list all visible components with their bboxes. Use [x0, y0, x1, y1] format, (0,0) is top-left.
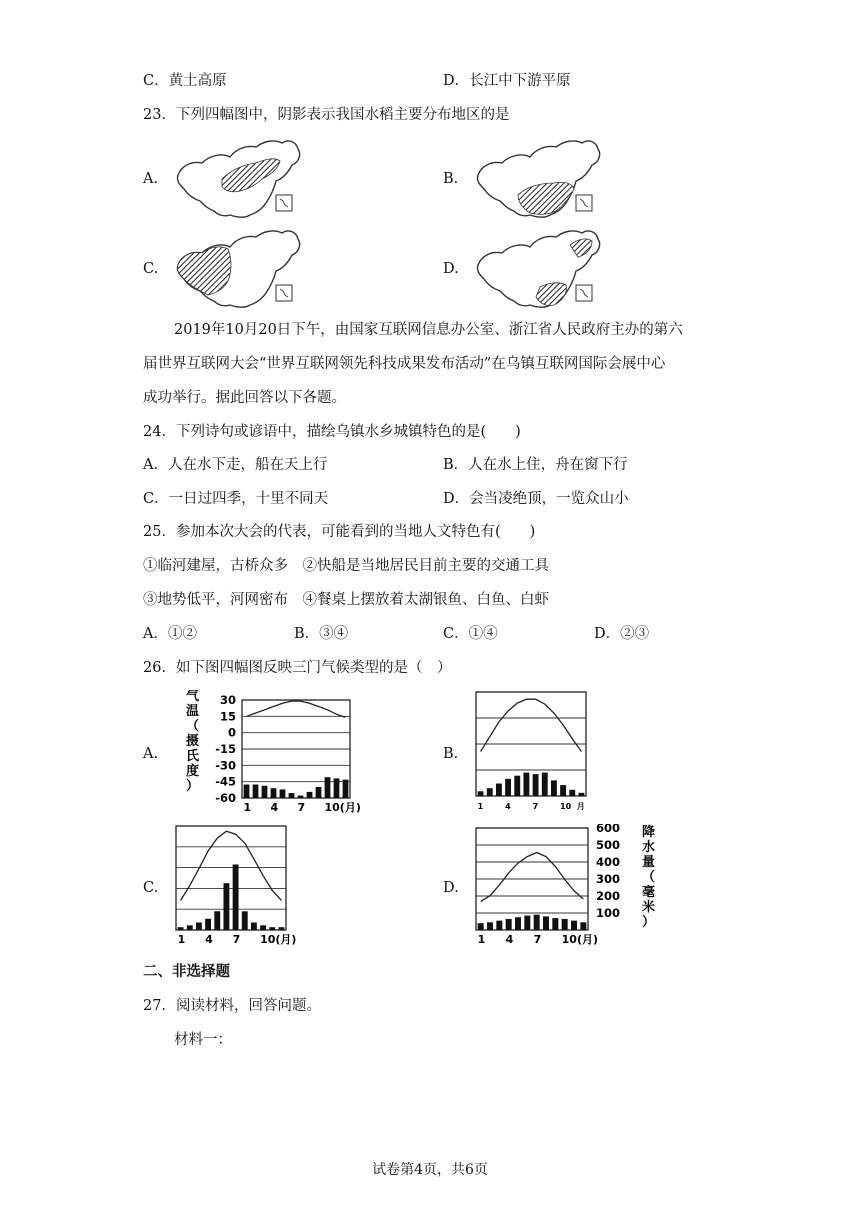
q26-label-c: C.: [143, 880, 159, 896]
precip-axis-title-char-5: 毫: [642, 885, 656, 900]
chart-a-precip-bar: [316, 787, 322, 798]
chart-a-temp-tick: 30: [219, 693, 236, 707]
chart-a-precip-bar: [343, 780, 349, 798]
chart-b-precip-bar: [551, 780, 557, 796]
chart-a-month-tick: 1: [243, 801, 252, 814]
q25-option-a: A．①②: [143, 626, 197, 642]
chart-c-precip-bar: [278, 927, 284, 930]
china-map-west-shaded-icon: [177, 231, 299, 307]
chart-d-month-tick: 4: [505, 933, 514, 946]
chart-a-precip-bar: [262, 786, 268, 798]
chart-a-precip-bar: [334, 778, 340, 798]
chart-d-precip-tick: 100: [596, 906, 621, 920]
chart-b-precip-bar: [542, 773, 548, 796]
temp-axis-title-char-7: ）: [186, 779, 200, 794]
chart-a-temp-tick: 0: [227, 725, 236, 740]
chart-b-precip-bar: [569, 790, 575, 796]
chart-a-month-tick: 7: [297, 801, 306, 814]
chart-c-month-tick: 4: [205, 933, 213, 946]
q23-map-a: [170, 135, 305, 225]
precip-axis-title-char-7: ）: [642, 915, 656, 930]
chart-a-temp-tick: 15: [219, 709, 236, 724]
q26-stem: 26．如下图四幅图反映三门气候类型的是（ ）: [143, 660, 452, 676]
chart-a-month-tick: 4: [270, 801, 279, 814]
precip-axis-title-char-6: 米: [642, 900, 656, 915]
passage-line-1: 2019年10月20日下午，由国家互联网信息办公室、浙江省人民政府主办的第六: [174, 322, 683, 338]
chart-b-precip-bar: [514, 776, 520, 796]
chart-b-precip-bar: [505, 779, 511, 796]
chart-d-precip-tick: 300: [596, 872, 621, 886]
chart-a-precip-bar: [289, 793, 295, 798]
chart-c-precip-bar: [223, 883, 229, 930]
chart-d-precip-bar: [524, 916, 530, 930]
q27-material-1: 材料一：: [174, 1032, 232, 1048]
temp-axis-title-char-4: 摄: [186, 734, 200, 749]
q26-label-b: B.: [443, 746, 459, 762]
q23-map-c: [170, 225, 305, 315]
chart-b-precip-bar: [487, 788, 493, 796]
chart-c-precip-bar: [251, 923, 257, 930]
temp-axis-title-char-3: （: [186, 719, 200, 734]
q23-label-c: C.: [143, 261, 159, 277]
climate-chart-d: [472, 824, 662, 948]
chart-c-month-tick: 10(月): [260, 933, 297, 946]
q23-map-b: [470, 135, 605, 225]
chart-c-month-tick: 1: [177, 933, 186, 946]
chart-b-month-tick: 月: [576, 802, 585, 810]
temp-axis-title-char-5: 氏: [186, 749, 200, 764]
q26-label-d: D.: [443, 880, 459, 896]
q25-option-c: C．①④: [443, 626, 498, 642]
chart-d-precip-bar: [571, 921, 577, 930]
q25-items-2: ③地势低平，河网密布 ④餐桌上摆放着太湖银鱼、白鱼、白虾: [143, 592, 549, 608]
q23-label-b: B.: [443, 171, 459, 187]
q23-label-d: D.: [443, 261, 459, 277]
q23-stem: 23．下列四幅图中，阴影表示我国水稻主要分布地区的是: [143, 107, 510, 123]
china-map-south-shaded-icon: [477, 141, 599, 217]
china-map-southeast-shaded-icon: [477, 231, 599, 307]
q27-stem: 27．阅读材料，回答问题。: [143, 998, 321, 1014]
chart-c-precip-bar: [242, 911, 248, 930]
chart-c-precip-bar: [214, 911, 220, 930]
chart-b-precip-bar: [533, 774, 539, 796]
chart-a-precip-bar: [307, 792, 313, 798]
q25-option-b: B．③④: [294, 626, 349, 642]
chart-d-precip-bar: [515, 917, 521, 930]
passage-line-3: 成功举行。据此回答以下各题。: [143, 390, 346, 406]
chart-d-precip-tick: 400: [596, 855, 621, 869]
chart-a-precip-bar: [298, 796, 304, 798]
q24-option-c: C．一日过四季，十里不同天: [143, 491, 329, 507]
temp-axis-title-char-2: 温: [186, 704, 200, 719]
climate-chart-c: [172, 824, 302, 948]
chart-a-precip-bar: [271, 788, 277, 798]
chart-d-precip-bar: [543, 916, 549, 930]
chart-c-precip-bar: [178, 927, 184, 930]
q25-stem: 25．参加本次大会的代表，可能看到的当地人文特色有( ): [143, 524, 536, 540]
chart-a-month-tick: 10(月): [324, 801, 361, 814]
chart-b-precip-bar: [578, 793, 584, 796]
chart-a-temp-tick: -30: [215, 758, 236, 773]
chart-a-precip-bar: [244, 785, 250, 798]
chart-d-precip-bar: [487, 922, 493, 930]
q22-option-c: C．黄土高原: [143, 73, 227, 89]
chart-d-precip-bar: [552, 918, 558, 930]
q23-label-a: A.: [143, 171, 159, 187]
chart-d-precip-bar: [506, 919, 512, 930]
q24-option-a: A．人在水下走，船在天上行: [143, 457, 328, 473]
climate-chart-a: [172, 690, 372, 818]
temp-axis-title-char-1: 气: [186, 690, 200, 704]
q25-option-d: D．②③: [594, 626, 650, 642]
chart-a-temp-tick: -45: [215, 774, 236, 789]
precip-axis-title-char-2: 水: [642, 840, 656, 855]
q22-option-d: D．长江中下游平原: [443, 73, 571, 89]
temp-axis-title-char-6: 度: [186, 764, 200, 779]
chart-d-precip-bar: [580, 922, 586, 930]
chart-d-month-tick: 7: [533, 933, 542, 946]
q23-map-d: [470, 225, 605, 315]
chart-d-precip-bar: [478, 923, 484, 930]
chart-b-precip-bar: [496, 784, 502, 796]
chart-c-frame: [176, 826, 286, 930]
chart-d-precip-tick: 200: [596, 889, 621, 903]
precip-axis-title-char-1: 降: [642, 825, 656, 840]
chart-a-precip-bar: [325, 777, 331, 798]
chart-b-precip-bar: [478, 791, 484, 796]
chart-b-month-tick: 4: [505, 802, 511, 810]
precip-axis-title-char-4: （: [642, 870, 656, 885]
climate-chart-b: [472, 690, 592, 810]
chart-c-month-tick: 7: [232, 933, 241, 946]
chart-c-precip-bar: [269, 927, 275, 930]
q24-stem: 24．下列诗句或谚语中，描绘乌镇水乡城镇特色的是( ): [143, 424, 521, 440]
q25-items-1: ①临河建屋，古桥众多 ②快船是当地居民目前主要的交通工具: [143, 558, 549, 574]
chart-c-precip-bar: [233, 864, 239, 930]
chart-d-precip-bar: [534, 915, 540, 930]
chart-b-precip-bar: [560, 785, 566, 796]
chart-d-precip-tick: 500: [596, 838, 621, 852]
q26-label-a: A.: [143, 746, 159, 762]
chart-c-precip-bar: [187, 925, 193, 930]
precip-axis-title-char-3: 量: [642, 855, 656, 870]
chart-a-temp-tick: -15: [215, 742, 236, 756]
chart-c-precip-bar: [196, 923, 202, 930]
page-footer: 试卷第4页，共6页: [372, 1162, 488, 1178]
chart-c-precip-bar: [205, 919, 211, 930]
chart-c-precip-bar: [260, 925, 266, 930]
q24-option-b: B．人在水上住，舟在窗下行: [443, 457, 628, 473]
chart-b-month-tick: 7: [532, 802, 539, 810]
passage-line-2: 届世界互联网大会“世界互联网领先科技成果发布活动”在乌镇互联网国际会展中心: [143, 356, 666, 372]
chart-d-precip-tick: 600: [596, 824, 621, 835]
chart-d-precip-bar: [562, 919, 568, 930]
chart-b-precip-bar: [523, 773, 529, 796]
q24-option-d: D．会当凌绝顶，一览众山小: [443, 491, 629, 507]
section-2-title: 二、非选择题: [143, 963, 230, 980]
chart-a-precip-bar: [280, 789, 286, 798]
chart-a-precip-bar: [253, 785, 259, 798]
chart-d-month-tick: 10(月): [561, 933, 599, 946]
chart-d-month-tick: 1: [477, 933, 486, 946]
china-map-north-shaded-icon: [177, 141, 299, 217]
chart-d-precip-bar: [496, 921, 502, 930]
chart-b-month-tick: 1: [477, 802, 484, 810]
chart-a-temp-tick: -60: [215, 791, 236, 805]
chart-b-month-tick: 10: [560, 802, 572, 810]
